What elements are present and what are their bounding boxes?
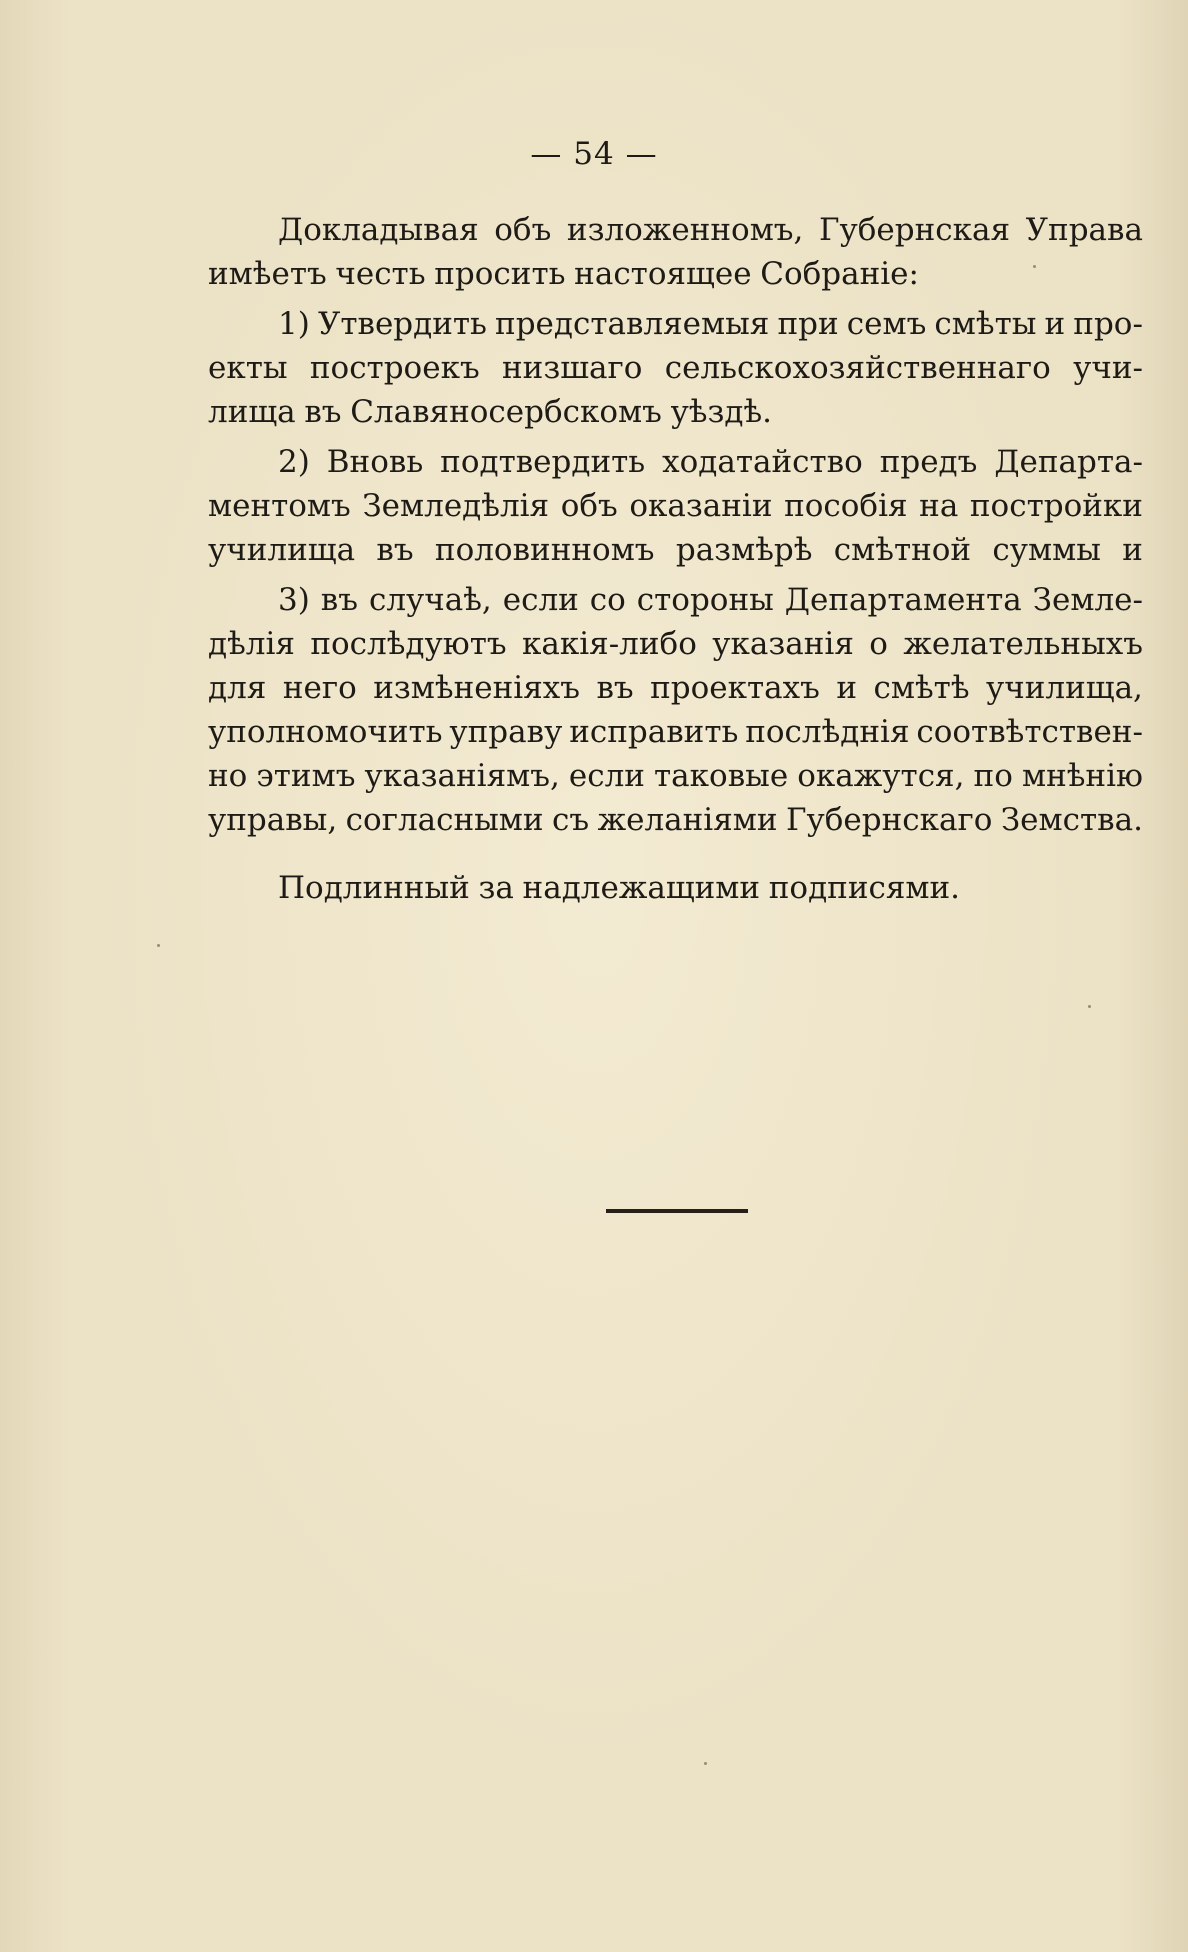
word: мнѣнію <box>1021 758 1143 794</box>
word: и <box>1122 532 1143 568</box>
word: и <box>836 670 858 706</box>
word: уѣздѣ. <box>670 394 773 430</box>
paragraph-4 <box>208 578 1143 842</box>
word: подписями. <box>768 870 961 906</box>
text-line <box>208 754 1143 798</box>
word: низшаго <box>502 350 643 386</box>
word: этимъ <box>256 758 356 794</box>
word: пособія <box>784 488 908 524</box>
word: Земледѣлія <box>362 488 550 524</box>
word: въ <box>304 394 342 430</box>
word: Докладывая <box>278 212 479 248</box>
word: уполномочить <box>208 714 443 750</box>
paragraph-3 <box>208 440 1143 572</box>
word: исправить <box>569 714 739 750</box>
word: желательныхъ <box>903 626 1143 662</box>
word: Собраніе: <box>760 256 919 292</box>
word: него <box>282 670 357 706</box>
word: на <box>919 488 959 524</box>
word: послѣднія <box>745 714 910 750</box>
word: если <box>502 582 579 618</box>
word: училища, <box>986 670 1143 706</box>
word: по <box>973 758 1013 794</box>
word: но <box>208 758 248 794</box>
paper-speck <box>1088 1005 1091 1008</box>
word: измѣненіяхъ <box>373 670 580 706</box>
word: дѣлія <box>208 626 295 662</box>
word: сельскохозяйственнаго <box>664 350 1051 386</box>
word: смѣтной <box>833 532 972 568</box>
word: построекъ <box>309 350 480 386</box>
word: таковые <box>654 758 789 794</box>
word: Вновь <box>326 444 424 480</box>
word: въ <box>596 670 634 706</box>
word: за <box>478 870 514 906</box>
word: предъ <box>879 444 978 480</box>
text-line <box>208 302 1143 346</box>
word: указаніямъ, <box>364 758 560 794</box>
word: Утвердить <box>317 306 487 342</box>
word: 1) <box>278 306 310 342</box>
word: какія-либо <box>522 626 697 662</box>
word: надлежащими <box>522 870 761 906</box>
word: 2) <box>278 444 310 480</box>
paragraph-2 <box>208 302 1143 434</box>
paragraph-gap <box>208 842 1143 866</box>
word: имѣетъ <box>208 256 327 292</box>
word: желаніями <box>597 802 778 838</box>
text-line <box>208 710 1143 754</box>
text-line <box>208 252 1143 296</box>
word: училища <box>208 532 356 568</box>
word: ходатайство <box>662 444 863 480</box>
word: послѣдуютъ <box>310 626 507 662</box>
text-line <box>208 208 1143 252</box>
word: екты <box>208 350 288 386</box>
word: Департамента <box>784 582 1022 618</box>
text-line <box>208 666 1143 710</box>
word: про- <box>1073 306 1143 342</box>
end-rule <box>606 1209 748 1213</box>
word: проектахъ <box>650 670 820 706</box>
word: размѣрѣ <box>675 532 813 568</box>
word: Губернская <box>818 212 1011 248</box>
closing-paragraph <box>208 866 1143 910</box>
text-line <box>208 622 1143 666</box>
word: 3) <box>278 582 310 618</box>
paper-speck <box>704 1762 707 1765</box>
word: и <box>1044 306 1066 342</box>
text-line <box>208 440 1143 484</box>
word: ментомъ <box>208 488 351 524</box>
word: указанія <box>712 626 854 662</box>
word: Славяносербскомъ <box>350 394 662 430</box>
word: суммы <box>992 532 1101 568</box>
paper-speck <box>157 944 160 947</box>
word: согласными <box>345 802 544 838</box>
word: представляемыя <box>495 306 770 342</box>
word: смѣтѣ <box>873 670 970 706</box>
word: объ <box>560 488 618 524</box>
word: соотвѣтствен- <box>916 714 1143 750</box>
body-text <box>208 208 1143 910</box>
word: просить <box>434 256 566 292</box>
page-number: — 54 — <box>530 136 658 172</box>
word: съ <box>552 802 590 838</box>
word: въ <box>376 532 414 568</box>
word: Управа <box>1025 212 1143 248</box>
word: учи- <box>1073 350 1143 386</box>
word: подтвердить <box>440 444 646 480</box>
word: лища <box>208 394 296 430</box>
word: настоящее <box>574 256 752 292</box>
word: управы, <box>208 802 338 838</box>
paragraph-1 <box>208 208 1143 296</box>
word: честь <box>335 256 426 292</box>
word: Земства. <box>1000 802 1143 838</box>
word: управу <box>449 714 563 750</box>
text-line <box>208 484 1143 528</box>
word: Департа- <box>994 444 1143 480</box>
word: для <box>208 670 267 706</box>
word: при <box>777 306 839 342</box>
word: окажутся, <box>797 758 965 794</box>
word: со <box>589 582 626 618</box>
word: въ <box>320 582 358 618</box>
text-line <box>208 390 1143 434</box>
closing-line <box>208 866 1143 910</box>
text-line <box>208 346 1143 390</box>
word: постройки <box>969 488 1143 524</box>
word: если <box>568 758 645 794</box>
word: Земле- <box>1032 582 1143 618</box>
word: оказаніи <box>629 488 773 524</box>
word: о <box>869 626 888 662</box>
text-line <box>208 798 1143 842</box>
word: изложенномъ, <box>566 212 804 248</box>
text-line <box>208 528 1143 572</box>
word: Подлинный <box>278 870 470 906</box>
text-line <box>208 578 1143 622</box>
word: объ <box>494 212 552 248</box>
word: стороны <box>636 582 774 618</box>
word: Губернскаго <box>786 802 993 838</box>
paper-speck <box>1033 265 1036 268</box>
word: половинномъ <box>434 532 655 568</box>
word: смѣты <box>934 306 1037 342</box>
word: случаѣ, <box>368 582 492 618</box>
word: семъ <box>846 306 927 342</box>
